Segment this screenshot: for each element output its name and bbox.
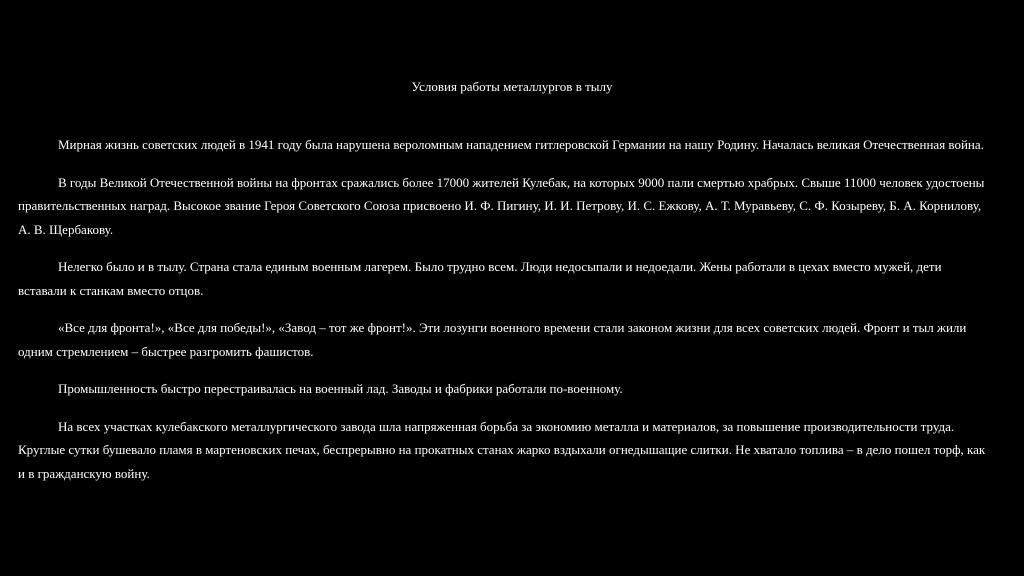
paragraph-heroes: В годы Великой Отечественной войны на фронтах сражались более 17000 жителей Кулебак, на которых 9000 пали смертью храбрых. Свыше 11000 человек удостоены правительственных наград. Высокое звание Героя Советского Союза присвоено И. Ф. Пигину, И. И. Петрову, И. С. Ежкову, А. Т. Муравьеву, С. Ф. Козыреву, Б. А. Корнилову, А. В. Щербакову. bbox=[18, 174, 985, 237]
paragraph-industry: Промышленность быстро перестраивалась на военный лад. Заводы и фабрики работали по-военному. bbox=[58, 381, 623, 396]
paragraph-home-front: Нелегко было и в тылу. Страна стала единым военным лагерем. Было трудно всем. Люди недосыпали и недоедали. Жены работали в цехах вместо мужей, дети вставали к станкам вместо отцов. bbox=[18, 259, 942, 298]
slide-title: Условия работы металлургов в тылу bbox=[411, 79, 613, 94]
paragraph-metallurgical-plant: На всех участках кулебакского металлургического завода шла напряженная борьба за экономию металла и материалов, за повышение производительности труда. Круглые сутки бушевало пламя в мартеновских печах, беспрерывно на прокатных станах жарко вздыхали огнедышащие слитки. Не хватало топлива – в дело пошел торф, как и в гражданскую войну. bbox=[18, 418, 986, 481]
paragraph-slogans: «Все для фронта!», «Все для победы!», «Завод – тот же фронт!». Эти лозунги военного времени стали законом жизни для всех советских людей. Фронт и тыл жили одним стремлением – быстрее разгромить фашистов. bbox=[18, 320, 967, 359]
paragraph-war-start: Мирная жизнь советских людей в 1941 году была нарушена вероломным нападением гитлеровской Германии на нашу Родину. Началась великая Отечественная война. bbox=[58, 137, 984, 152]
slide-body bbox=[18, 133, 986, 485]
